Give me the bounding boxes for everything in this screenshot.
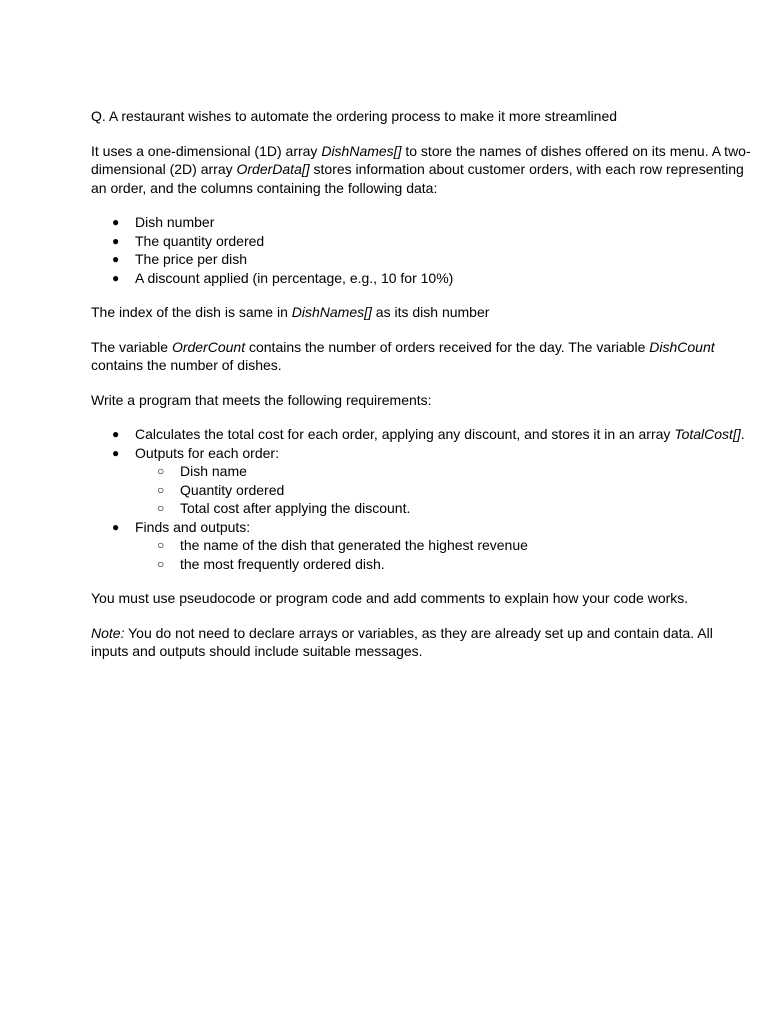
note-label: Note: xyxy=(91,624,125,641)
intro-paragraph xyxy=(91,142,751,198)
bullet-icon: ● xyxy=(112,270,120,285)
index-note-paragraph: The index of the dish is same in DishNames[] as its dish number xyxy=(91,304,490,320)
list-item: ● Calculates the total cost for each order, applying any discount, and stores it in an array TotalCost[]. xyxy=(112,426,745,442)
circle-bullet-icon: ○ xyxy=(157,501,165,515)
bullet-icon: ● xyxy=(112,427,120,441)
bullet-icon: ● xyxy=(112,215,120,229)
circle-bullet-icon: ○ xyxy=(157,556,165,571)
bullet-icon: ● xyxy=(112,445,120,460)
list-item: ● The price per dish xyxy=(112,251,248,267)
list-item: ● Finds and outputs: ○ the name of the dish that generated the highest revenue ○ the most frequently ordered dish. xyxy=(91,518,751,574)
list-item: ● Outputs for each order: ○ Dish name ○ Quantity ordered ○ Total cost after applying the discount. xyxy=(91,444,751,518)
order-columns-list xyxy=(91,213,751,287)
intro-text-3: stores information about customer orders, with each row representing an order, and the columns containing the following data: xyxy=(91,161,744,196)
find-outputs-sublist xyxy=(135,536,751,573)
circle-bullet-icon: ○ xyxy=(157,538,165,552)
question-title: Q. A restaurant wishes to automate the ordering process to make it more streamlined xyxy=(91,108,618,124)
sublist-item: ○ Total cost after applying the discount. xyxy=(157,500,411,516)
document-page xyxy=(91,107,751,661)
bullet-icon: ● xyxy=(112,252,120,266)
requirements-intro: Write a program that meets the following requirements: xyxy=(91,391,432,408)
circle-bullet-icon: ○ xyxy=(157,482,165,497)
bullet-icon: ● xyxy=(112,233,120,248)
requirements-list xyxy=(91,425,751,573)
list-item: ● The quantity ordered xyxy=(112,232,265,249)
pseudocode-note: You must use pseudocode or program code and add comments to explain how your code works. xyxy=(91,590,689,606)
final-note-paragraph: Note: You do not need to declare arrays or variables, as they are already set up and contain data. All inputs and outputs should include suitable messages. xyxy=(91,624,713,659)
list-item: ● Dish number xyxy=(112,214,215,230)
sublist-item: ○ the name of the dish that generated the highest revenue xyxy=(157,537,528,553)
list-item: ● A discount applied (in percentage, e.g., 10 for 10%) xyxy=(112,269,454,286)
intro-text-1: It uses a one-dimensional (1D) array xyxy=(91,142,322,159)
ordercount-variable-name: OrderCount xyxy=(171,338,246,355)
variables-note-paragraph: The variable OrderCount contains the number of orders received for the day. The variable DishCount contains the number of dishes. xyxy=(91,338,715,373)
sublist-item: ○ Dish name xyxy=(157,463,247,479)
bullet-icon: ● xyxy=(112,519,120,534)
order-outputs-sublist xyxy=(135,462,751,518)
intro-text-2: to store the names of dishes offered on its menu. A two-dimensional (2D) array xyxy=(91,142,751,177)
dishnames-array-name: DishNames[] xyxy=(321,142,402,159)
orderdata-array-name: OrderData[] xyxy=(236,161,310,177)
dishcount-variable-name: DishCount xyxy=(649,338,715,355)
sublist-item: ○ the most frequently ordered dish. xyxy=(157,555,385,572)
sublist-item: ○ Quantity ordered xyxy=(157,481,285,498)
dishnames-array-name: DishNames[] xyxy=(291,304,372,320)
totalcost-array-name: TotalCost[] xyxy=(674,426,741,442)
circle-bullet-icon: ○ xyxy=(157,464,165,478)
